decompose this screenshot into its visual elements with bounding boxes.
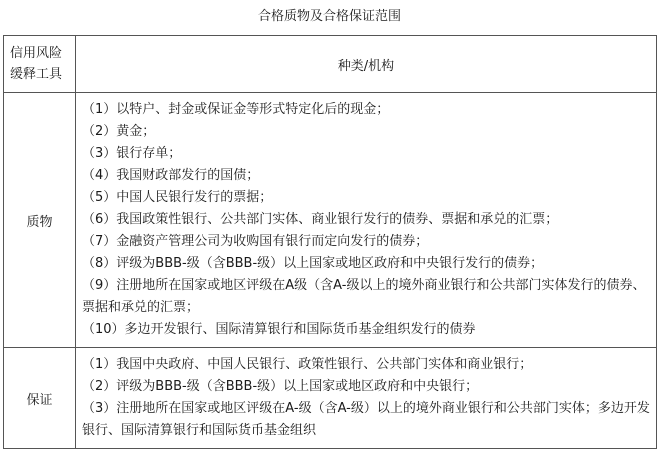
- collateral-table: [3, 35, 657, 449]
- list-item: （10）多边开发银行、国际清算银行和国际货币基金组织发行的债券: [82, 322, 476, 337]
- list-item: （2）评级为BBB-级（含BBB-级）以上国家或地区政府和中央银行；: [82, 379, 479, 394]
- list-item: （3）银行存单；: [82, 146, 182, 161]
- row-label-guarantee: 保证: [4, 348, 76, 449]
- row-label-pledge: 质物: [4, 93, 76, 348]
- header-tool-cell: [4, 36, 76, 93]
- list-item: （1）我国中央政府、中国人民银行、政策性银行、公共部门实体和商业银行；: [82, 357, 533, 372]
- table-row: [4, 348, 657, 449]
- table-title: 合格质物及合格保证范围: [257, 9, 401, 24]
- list-item: （8）评级为BBB-级（含BBB-级）以上国家或地区政府和中央银行发行的债券；: [82, 256, 544, 271]
- pledge-items: [76, 93, 657, 348]
- header-row: [4, 36, 657, 93]
- guarantee-items: [76, 348, 657, 449]
- list-item: （1）以特户、封金或保证金等形式特定化后的现金；: [82, 102, 390, 117]
- list-item: （9）注册地所在国家或地区评级在A级（含A-级以上的境外商业银行和公共部门实体发行的债券、票据和承兑的汇票；: [82, 278, 646, 315]
- table-row: [4, 93, 657, 348]
- list-item: （5）中国人民银行发行的票据；: [82, 190, 273, 205]
- list-item: （2）黄金；: [82, 124, 156, 139]
- list-item: （7）金融资产管理公司为收购国有银行而定向发行的债券；: [82, 234, 429, 249]
- list-item: （6）我国政策性银行、公共部门实体、商业银行发行的债券、票据和承兑的汇票；: [82, 212, 559, 227]
- header-type-cell: 种类/机构: [76, 36, 657, 93]
- header-tool-line2: 缓释工具: [10, 67, 63, 82]
- header-tool-line1: 信用风险: [10, 46, 63, 61]
- list-item: （3）注册地所在国家或地区评级在A-级（含A-级）以上的境外商业银行和公共部门实体；多边开发银行、国际清算银行和国际货币基金组织: [82, 401, 650, 438]
- list-item: （4）我国财政部发行的国债；: [82, 168, 260, 183]
